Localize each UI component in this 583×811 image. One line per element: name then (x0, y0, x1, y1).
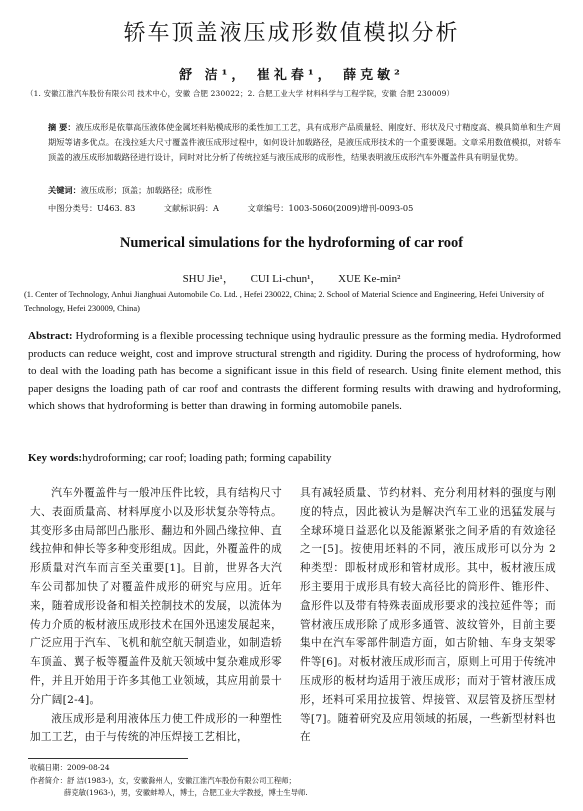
affiliation-cn: （1. 安徽江淮汽车股份有限公司 技术中心，安徽 合肥 230022；2. 合肥工业大学 材料科学与工程学院，安徽 合肥 230009） (26, 89, 455, 98)
body-paragraph: 具有减轻质量、节约材料、充分利用材料的强度与刚度的特点，因此被认为是解决汽车工业的迅猛发展与全球环境日益恶化以及能源紧张之间矛盾的有效途径之一[5]。按使用坯料的不同，液压成形可以分为 2 种类型：即板材成形和管材成形。其中，板材液压成形主要用于成形具有较大高径比的筒形件、锥形件、盒形件以及带有特殊表面成形要求的浅拉延件等；而管材液压成形除了成形多通管、波纹管外，目前主要集中在汽车零部件制造方面，如古阶轴、车身支架零件等[6]。对板材液压成形而言，原则上可用于传统冲压成形的板材均适用于液压成形；而对于管材液压成形，坯料可采用拉拔管、焊接管、双层管及挤压型材等[7]。随着研究及应用领域的拓展，一些新型材料也在 (300, 487, 556, 744)
keywords-cn-label: 关键词： (48, 185, 81, 195)
body-paragraph: 汽车外覆盖件与一般冲压件比较，具有结构尺寸大、表面质量高、材料厚度小以及形状复杂等特点。其变形多由局部凹凸胀形、翻边和外圆凸缘拉伸、直线拉伸和伸长等多种变形组成。因此，外覆盖件的成形质量对汽车而言至关重要[1]。目前，世界各大汽车公司都加快了对覆盖件成形的研究与应用。近年来，随着成形设备和相关控制技术的发展，以流体为传力介质的板材液压成形技术在国外迅速发展起来，广泛应用于汽车、飞机和航空航天制造业，如制造轿车顶盖、翼子板等覆盖件及航天领域中复杂难成形零件，并且开始用于许多其他工业领域，其应用前景十分广阔[2-4]。 (30, 487, 282, 706)
article-number: 文章编号：1003-5060(2009)增刊-0093-05 (247, 203, 414, 213)
body-paragraph: 液压成形是利用液体压力使工件成形的一种塑性加工工艺，由于与传统的冲压焊接工艺相比， (30, 712, 282, 744)
keywords-en-label: Key words: (28, 452, 83, 464)
paper-title-en: Numerical simulations for the hydroforming of car roof (119, 235, 464, 251)
keywords-en-text: hydroforming; car roof; loading path; forming capability (82, 452, 332, 464)
author-en-2: CUI Li-chun¹， (250, 273, 322, 285)
footnote-author-1: 作者简介：舒 洁(1983-)，女，安徽滁州人，安徽江淮汽车股份有限公司工程师； (30, 775, 296, 785)
keywords-cn-text: 液压成形；顶盖；加载路径；成形性 (80, 185, 212, 195)
footnotes (30, 762, 563, 800)
footnote-author-2: 薛克敏(1963-)，男，安徽蚌埠人，博士，合肥工业大学教授，博士生导师. (64, 788, 308, 797)
abstract-en (28, 328, 561, 416)
author-en-3: XUE Ke-min² (338, 273, 401, 285)
abstract-cn (48, 120, 561, 165)
document-code: 文献标识码：A (163, 203, 219, 213)
abstract-cn-text: 液压成形是依靠高压液体使金属坯料贴模成形的柔性加工工艺，具有成形产品质量轻、刚度好、形状及尺寸精度高、模具简单和生产周期短等诸多优点。在浅拉延大尺寸覆盖件液压成形过程中，如何设计加载路径，是液压成形技术的一个重要课题。文章采用数值模拟，对轿车顶盖的液压成形加载路径进行设计，同时对比分析了传统拉延与液压成形的成形性，结果表明液压成形汽车外覆盖件具有明显优势。 (48, 122, 561, 162)
footnote-divider (28, 758, 188, 759)
body-column-left (30, 484, 282, 747)
paper-title-cn: 轿车顶盖液压成形数值模拟分析 (123, 21, 460, 46)
clc-number: 中图分类号：U463. 83 (48, 203, 136, 213)
body-column-right (300, 484, 556, 747)
abstract-en-text: Hydroforming is a flexible processing technique using hydraulic pressure as the forming media. Hydroformed products can reduce weight, cost and improve structural strength and rigidity. During the process of hydroforming, how to deal with the loading path has become a significant issue in this field of research. Using finite element method, this paper designs the loading path of car roof and contrasts the different forming results with drawing and hydroforming, which shows that hydroforming is better than drawing in forming automobile panels. (28, 330, 561, 413)
author-en-1: SHU Jie¹， (182, 273, 234, 285)
authors-en (0, 270, 583, 286)
classification-info (48, 203, 439, 214)
abstract-cn-label: 摘 要： (48, 122, 76, 132)
affiliation-en: (1. Center of Technology, Anhui Jianghuai Automobile Co. Ltd. , Hefei 230022, China; 2. School of Material Science and Engineering, Hefei University of Technology, Hefei 230009, China) (24, 290, 545, 313)
abstract-en-label: Abstract: (28, 330, 73, 342)
keywords-en (28, 452, 331, 464)
authors-cn: 舒 洁¹， 崔礼春¹， 薛克敏² (179, 68, 404, 83)
footnote-received: 收稿日期：2009-08-24 (30, 763, 110, 772)
keywords-cn (48, 185, 212, 196)
